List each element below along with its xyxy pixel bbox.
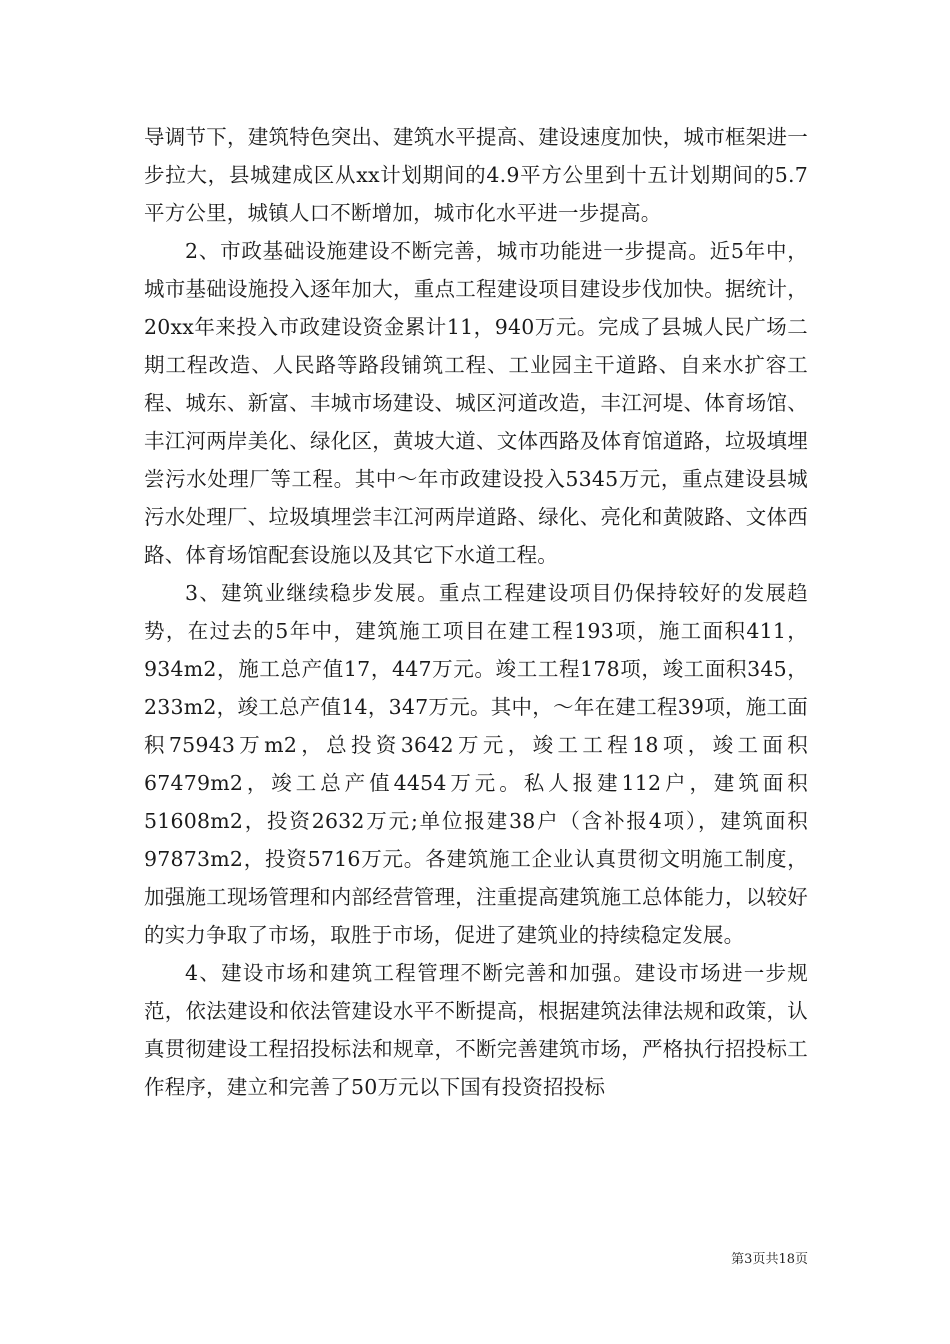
paragraph-4: 4、建设市场和建筑工程管理不断完善和加强。建设市场进一步规范，依法建设和依法管建设水平不断提高，根据建筑法律法规和政策，认真贯彻建设工程招投标法和规章，不断完善建筑市场，严格执行招投标工作程序，建立和完善了50万元以下国有投资招投标 — [144, 961, 808, 1099]
paragraph-2: 2、市政基础设施建设不断完善，城市功能进一步提高。近5年中，城市基础设施投入逐年加大，重点工程建设项目建设步伐加快。据统计，20xx年来投入市政建设资金累计11，940万元。完成了县城人民广场二期工程改造、人民路等路段铺筑工程、工业园主干道路、自来水扩容工程、城东、新富、丰城市场建设、城区河道改造，丰江河堤、体育场馆、丰江河两岸美化、绿化区，黄坡大道、文体西路及体育馆道路，垃圾填埋尝污水处理厂等工程。其中～年市政建设投入5345万元，重点建设县城污水处理厂、垃圾填埋尝丰江河两岸道路、绿化、亮化和黄陂路、文体西路、体育场馆配套设施以及其它下水道工程。 — [144, 239, 808, 567]
paragraph-3: 3、建筑业继续稳步发展。重点工程建设项目仍保持较好的发展趋势，在过去的5年中，建筑施工项目在建工程193项，施工面积411，934m2，施工总产值17，447万元。竣工工程178项，竣工面积345，233m2，竣工总产值14，347万元。其中，～年在建工程39项，施工面积75943万m2，总投资3642万元，竣工工程18项，竣工面积67479m2，竣工总产值4454万元。私人报建112户，建筑面积51608m2，投资2632万元;单位报建38户（含补报4项），建筑面积97873m2，投资5716万元。各建筑施工企业认真贯彻文明施工制度，加强施工现场管理和内部经营管理，注重提高建筑施工总体能力，以较好的实力争取了市场，取胜于市场，促进了建筑业的持续稳定发展。 — [144, 581, 808, 947]
document-body — [144, 118, 808, 1106]
paragraph-1: 导调节下，建筑特色突出、建筑水平提高、建设速度加快，城市框架进一步拉大，县城建成区从xx计划期间的4.9平方公里到十五计划期间的5.7平方公里，城镇人口不断增加，城市化水平进一步提高。 — [144, 125, 808, 225]
page-number-footer: 第3页共18页 — [731, 1252, 808, 1267]
